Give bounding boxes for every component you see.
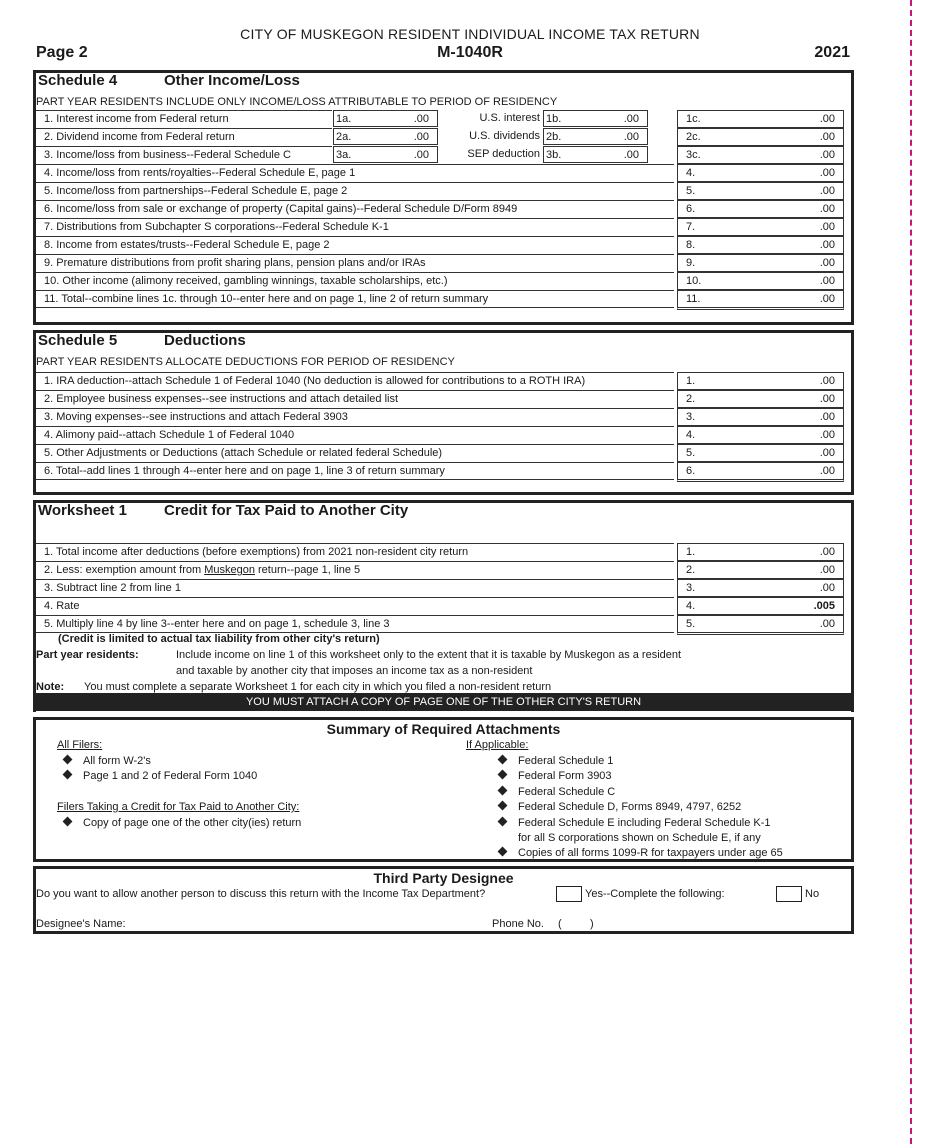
schedule-4-section	[33, 70, 854, 325]
worksheet-line-4-rate: 4. .005	[677, 597, 844, 615]
no-label: No	[805, 888, 820, 900]
schedule-5-line-3: 3. Moving expenses--see instructions and attach Federal 3903	[36, 408, 674, 425]
deduction-line-3-input[interactable]: 3. .00	[677, 408, 844, 426]
line-8-input[interactable]: 8. .00	[677, 236, 844, 254]
line-6-input[interactable]: 6. .00	[677, 200, 844, 218]
attachments-section	[33, 717, 854, 862]
designee-question: Do you want to allow another person to discuss this return with the Income Tax Department?	[36, 888, 486, 900]
form-number: M-1040R	[437, 44, 503, 61]
line-9-input[interactable]: 9. .00	[677, 254, 844, 272]
if-applicable-label: If Applicable:	[466, 739, 529, 751]
line-4-input[interactable]: 4. .00	[677, 164, 844, 182]
attachments-title: Summary of Required Attachments	[326, 721, 561, 737]
bullet-diamond-icon	[498, 801, 508, 811]
deduction-line-2-input[interactable]: 2. .00	[677, 390, 844, 408]
schedule-4-line-8: 8. Income from estates/trusts--Federal Schedule E, page 2	[36, 236, 674, 253]
line-7-input[interactable]: 7. .00	[677, 218, 844, 236]
credit-limit-note: (Credit is limited to actual tax liability from other city's return)	[58, 633, 380, 645]
designee-name-input[interactable]	[128, 916, 458, 932]
no-checkbox[interactable]	[776, 886, 802, 902]
worksheet-1-section	[33, 500, 854, 712]
yes-label: Yes--Complete the following:	[585, 888, 725, 900]
credit-filers-label: Filers Taking a Credit for Tax Paid to Another City:	[57, 801, 300, 813]
schedule-5-note: PART YEAR RESIDENTS ALLOCATE DEDUCTIONS FOR PERIOD OF RESIDENCY	[36, 356, 455, 368]
schedule-4-line-11: 11. Total--combine lines 1c. through 10--enter here and on page 1, line 2 of return summary	[36, 290, 674, 308]
note-label: Note:	[36, 681, 65, 693]
line-1a-input[interactable]: 1a. .00	[333, 110, 438, 127]
attachment-item-continuation: for all S corporations shown on Schedule E, if any	[518, 832, 761, 844]
line-3b-input[interactable]: 3b. .00	[543, 146, 648, 163]
schedule-5-line-5: 5. Other Adjustments or Deductions (attach Schedule or related federal Schedule)	[36, 444, 674, 461]
schedule-4-line-10: 10. Other income (alimony received, gambling winnings, taxable scholarships, etc.)	[36, 272, 674, 289]
worksheet-1-line-1: 1. Total income after deductions (before exemptions) from 2021 non-resident city return	[36, 543, 674, 560]
worksheet-1-line-4: 4. Rate	[36, 597, 674, 614]
worksheet-line-3-input[interactable]: 3. .00	[677, 579, 844, 597]
phone-input[interactable]	[566, 916, 816, 932]
sep-deduction-label: SEP deduction	[467, 148, 540, 160]
attachment-item: All form W-2's	[64, 755, 151, 767]
schedule-4-line-3: 3. Income/loss from business--Federal Schedule C	[36, 146, 332, 163]
yes-checkbox[interactable]	[556, 886, 582, 902]
attachment-item: Copies of all forms 1099-R for taxpayers under age 65	[499, 847, 783, 859]
deduction-line-4-input[interactable]: 4. .00	[677, 426, 844, 444]
schedule-5-line-1: 1. IRA deduction--attach Schedule 1 of Federal 1040 (No deduction is allowed for contributions to a ROTH IRA)	[36, 372, 674, 389]
line-2b-input[interactable]: 2b. .00	[543, 128, 648, 145]
worksheet-1-line-2: 2. Less: exemption amount from Muskegon return--page 1, line 5	[36, 561, 674, 578]
deduction-line-5-input[interactable]: 5. .00	[677, 444, 844, 462]
schedule-5-line-2: 2. Employee business expenses--see instructions and attach detailed list	[36, 390, 674, 407]
attachment-item: Federal Schedule 1	[499, 755, 613, 767]
attachment-item: Federal Form 3903	[499, 770, 612, 782]
line-1c-input[interactable]: 1c. .00	[677, 110, 844, 128]
us-interest-label: U.S. interest	[479, 112, 540, 124]
bullet-diamond-icon	[498, 817, 508, 827]
page-number: Page 2	[36, 44, 88, 61]
phone-area-close: )	[590, 918, 594, 930]
line-10-input[interactable]: 10. .00	[677, 272, 844, 290]
attach-warning-bar: YOU MUST ATTACH A COPY OF PAGE ONE OF THE OTHER CITY'S RETURN	[33, 693, 854, 711]
line-1b-input[interactable]: 1b. .00	[543, 110, 648, 127]
schedule-5-title: Schedule 5 Deductions	[38, 332, 246, 349]
third-party-section	[33, 866, 854, 934]
bullet-diamond-icon	[498, 755, 508, 765]
worksheet-line-1-input[interactable]: 1. .00	[677, 543, 844, 561]
bullet-diamond-icon	[498, 786, 508, 796]
tax-year: 2021	[814, 44, 850, 61]
note-text: You must complete a separate Worksheet 1 for each city in which you filed a non-resident return	[84, 681, 552, 693]
worksheet-1-line-3: 3. Subtract line 2 from line 1	[36, 579, 674, 596]
schedule-5-line-6: 6. Total--add lines 1 through 4--enter here and on page 1, line 3 of return summary	[36, 462, 674, 480]
bullet-diamond-icon	[63, 817, 73, 827]
phone-label: Phone No.	[492, 918, 544, 930]
line-3a-input[interactable]: 3a. .00	[333, 146, 438, 163]
attachment-item: Federal Schedule D, Forms 8949, 4797, 6252	[499, 801, 741, 813]
us-dividends-label: U.S. dividends	[469, 130, 540, 142]
schedule-4-line-5: 5. Income/loss from partnerships--Federal Schedule E, page 2	[36, 182, 674, 199]
worksheet-1-line-5: 5. Multiply line 4 by line 3--enter here and on page 1, schedule 3, line 3	[36, 615, 674, 633]
line-2c-input[interactable]: 2c. .00	[677, 128, 844, 146]
designee-name-label: Designee's Name:	[36, 918, 126, 930]
bullet-diamond-icon	[498, 770, 508, 780]
deduction-line-6-total-input[interactable]: 6. .00	[677, 462, 844, 482]
worksheet-line-5-input[interactable]: 5. .00	[677, 615, 844, 635]
schedule-4-line-4: 4. Income/loss from rents/royalties--Federal Schedule E, page 1	[36, 164, 674, 181]
line-11-total-input[interactable]: 11. .00	[677, 290, 844, 310]
attachment-item: Federal Schedule C	[499, 786, 615, 798]
schedule-4-line-9: 9. Premature distributions from profit sharing plans, pension plans and/or IRAs	[36, 254, 674, 271]
bullet-diamond-icon	[63, 770, 73, 780]
page-edge-guide	[910, 0, 912, 1144]
attachment-item: Page 1 and 2 of Federal Form 1040	[64, 770, 257, 782]
attachment-item: Federal Schedule E including Federal Schedule K-1	[499, 817, 771, 829]
part-year-text-2: and taxable by another city that imposes an income tax as a non-resident	[176, 665, 533, 677]
line-5-input[interactable]: 5. .00	[677, 182, 844, 200]
part-year-text-1: Include income on line 1 of this worksheet only to the extent that it is taxable by Muskegon as a resident	[176, 649, 682, 661]
third-party-title: Third Party Designee	[373, 870, 514, 886]
part-year-label: Part year residents:	[36, 649, 139, 661]
line-3c-input[interactable]: 3c. .00	[677, 146, 844, 164]
line-2a-input[interactable]: 2a. .00	[333, 128, 438, 145]
attachment-item: Copy of page one of the other city(ies) return	[64, 817, 301, 829]
worksheet-1-title: Worksheet 1 Credit for Tax Paid to Another City	[38, 502, 409, 519]
phone-area-open: (	[558, 918, 562, 930]
worksheet-line-2-input[interactable]: 2. .00	[677, 561, 844, 579]
form-title: CITY OF MUSKEGON RESIDENT INDIVIDUAL INCOME TAX RETURN	[240, 26, 700, 42]
schedule-5-line-4: 4. Alimony paid--attach Schedule 1 of Federal 1040	[36, 426, 674, 443]
schedule-4-line-2: 2. Dividend income from Federal return	[36, 128, 332, 145]
schedule-5-section	[33, 330, 854, 495]
all-filers-label: All Filers:	[57, 739, 103, 751]
schedule-4-line-1: 1. Interest income from Federal return	[36, 110, 332, 127]
schedule-4-line-6: 6. Income/loss from sale or exchange of property (Capital gains)--Federal Schedule D/Form 8949	[36, 200, 674, 217]
deduction-line-1-input[interactable]: 1. .00	[677, 372, 844, 390]
schedule-4-title: Schedule 4 Other Income/Loss	[38, 72, 300, 89]
schedule-4-note: PART YEAR RESIDENTS INCLUDE ONLY INCOME/LOSS ATTRIBUTABLE TO PERIOD OF RESIDENCY	[36, 96, 558, 108]
bullet-diamond-icon	[498, 847, 508, 857]
bullet-diamond-icon	[63, 755, 73, 765]
schedule-4-line-7: 7. Distributions from Subchapter S corporations--Federal Schedule K-1	[36, 218, 674, 235]
